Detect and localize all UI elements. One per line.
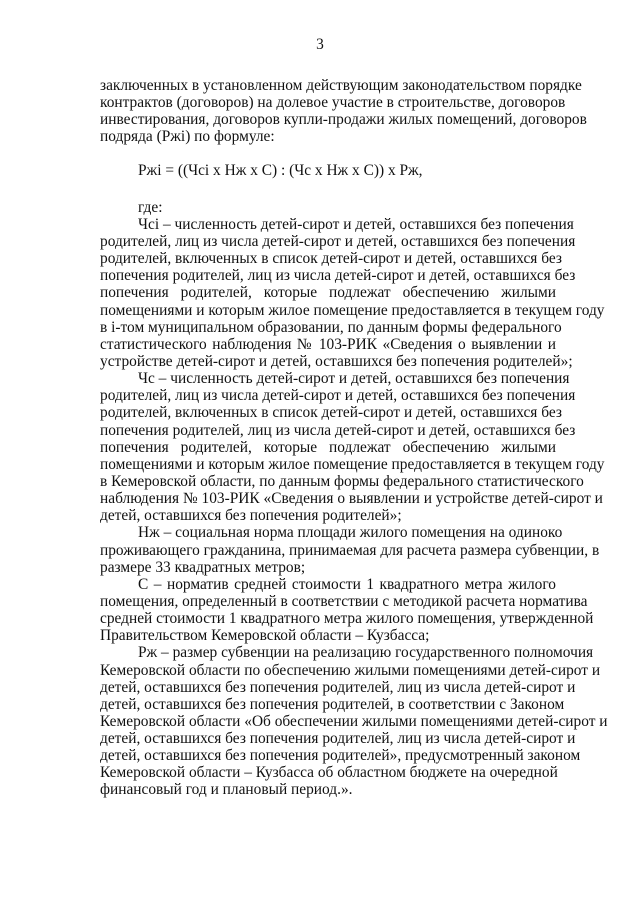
text-line: попечения родителей, лиц из числа детей-сирот и детей, оставшихся без	[100, 421, 576, 439]
where-label: где:	[138, 198, 163, 216]
text-line: родителей, включенных в список детей-сирот и детей, оставшихся без	[100, 250, 562, 268]
text-line: финансовый год и плановый период.».	[100, 781, 353, 799]
text-line: наблюдения № 103-РИК «Сведения о выявлении и устройстве детей-сирот и	[100, 490, 603, 508]
text-line: помещения, определенный в соответствии с методикой расчета норматива	[100, 592, 588, 610]
text-line: детей, оставшихся без попечения родителей, лиц из числа детей-сирот и	[100, 678, 576, 696]
text-line: размере 33 квадратных метров;	[100, 558, 306, 576]
text-line: попечения родителей, которые подлежат обеспечению жилыми	[100, 438, 556, 456]
text-line: Чс – численность детей-сирот и детей, оставшихся без попечения	[138, 370, 570, 388]
text-line: статистического наблюдения № 103-РИК «Сведения о выявлении и	[100, 335, 556, 353]
text-line: Нж – социальная норма площади жилого помещения на одиноко	[138, 524, 563, 542]
text-line: Кемеровской области по обеспечению жилыми помещениями детей-сирот и	[100, 661, 601, 679]
text-line: детей, оставшихся без попечения родителей»;	[100, 507, 402, 525]
text-line: Чсi – численность детей-сирот и детей, оставшихся без попечения	[138, 215, 574, 233]
intro-paragraph	[100, 77, 587, 146]
text-line: подряда (Ржi) по формуле:	[100, 128, 275, 146]
formula: Ржi = ((Чсi х Нж х С) : (Чс х Нж х С)) х Рж,	[138, 161, 423, 179]
text-line: Кемеровской области «Об обеспечении жилыми помещениями детей-сирот и	[100, 712, 608, 730]
text-line: Правительством Кемеровской области – Кузбасса;	[100, 627, 430, 645]
text-line: С – норматив средней стоимости 1 квадратного метра жилого	[138, 575, 556, 593]
text-line: родителей, включенных в список детей-сирот и детей, оставшихся без	[100, 404, 562, 422]
text-line: инвестирования, договоров купли-продажи жилых помещений, договоров	[100, 111, 587, 129]
text-line: Кемеровской области – Кузбасса об областном бюджете на очередной	[100, 764, 558, 782]
text-line: родителей, лиц из числа детей-сирот и детей, оставшихся без попечения	[100, 232, 576, 250]
text-line: помещениями и которым жилое помещение предоставляется в текущем году	[100, 455, 605, 473]
page-number: 3	[316, 36, 324, 53]
definition-paragraph	[100, 644, 608, 799]
definition-paragraph	[100, 370, 605, 525]
text-line: в i-том муниципальном образовании, по данным формы федерального	[100, 318, 562, 336]
document-body	[100, 77, 608, 799]
text-line: детей, оставшихся без попечения родителей, в соответствии с Законом	[100, 695, 565, 713]
text-line: проживающего гражданина, принимаемая для расчета размера субвенции, в	[100, 541, 600, 559]
text-line: в Кемеровской области, по данным формы федерального статистического	[100, 472, 584, 490]
definition-paragraph	[100, 575, 594, 645]
text-line: заключенных в установленном действующим законодательством порядке	[100, 77, 582, 94]
text-line: детей, оставшихся без попечения родителей, лиц из числа детей-сирот и	[100, 730, 576, 748]
text-line: помещениями и которым жилое помещение предоставляется в текущем году	[100, 301, 605, 319]
text-line: устройстве детей-сирот и детей, оставшихся без попечения родителей»;	[100, 352, 573, 370]
definitions	[100, 215, 608, 799]
text-line: средней стоимости 1 квадратного метра жилого помещения, утвержденной	[100, 610, 594, 628]
text-line: детей, оставшихся без попечения родителей», предусмотренный законом	[100, 747, 581, 765]
text-line: Рж – размер субвенции на реализацию государственного полномочия	[138, 644, 594, 662]
text-line: попечения родителей, которые подлежат обеспечению жилыми	[100, 284, 556, 302]
definition-paragraph	[100, 524, 600, 576]
text-line: родителей, лиц из числа детей-сирот и детей, оставшихся без попечения	[100, 387, 576, 405]
text-line: попечения родителей, лиц из числа детей-сирот и детей, оставшихся без	[100, 267, 576, 285]
definition-paragraph	[100, 215, 605, 370]
text-line: контрактов (договоров) на долевое участие в строительстве, договоров	[100, 94, 566, 112]
